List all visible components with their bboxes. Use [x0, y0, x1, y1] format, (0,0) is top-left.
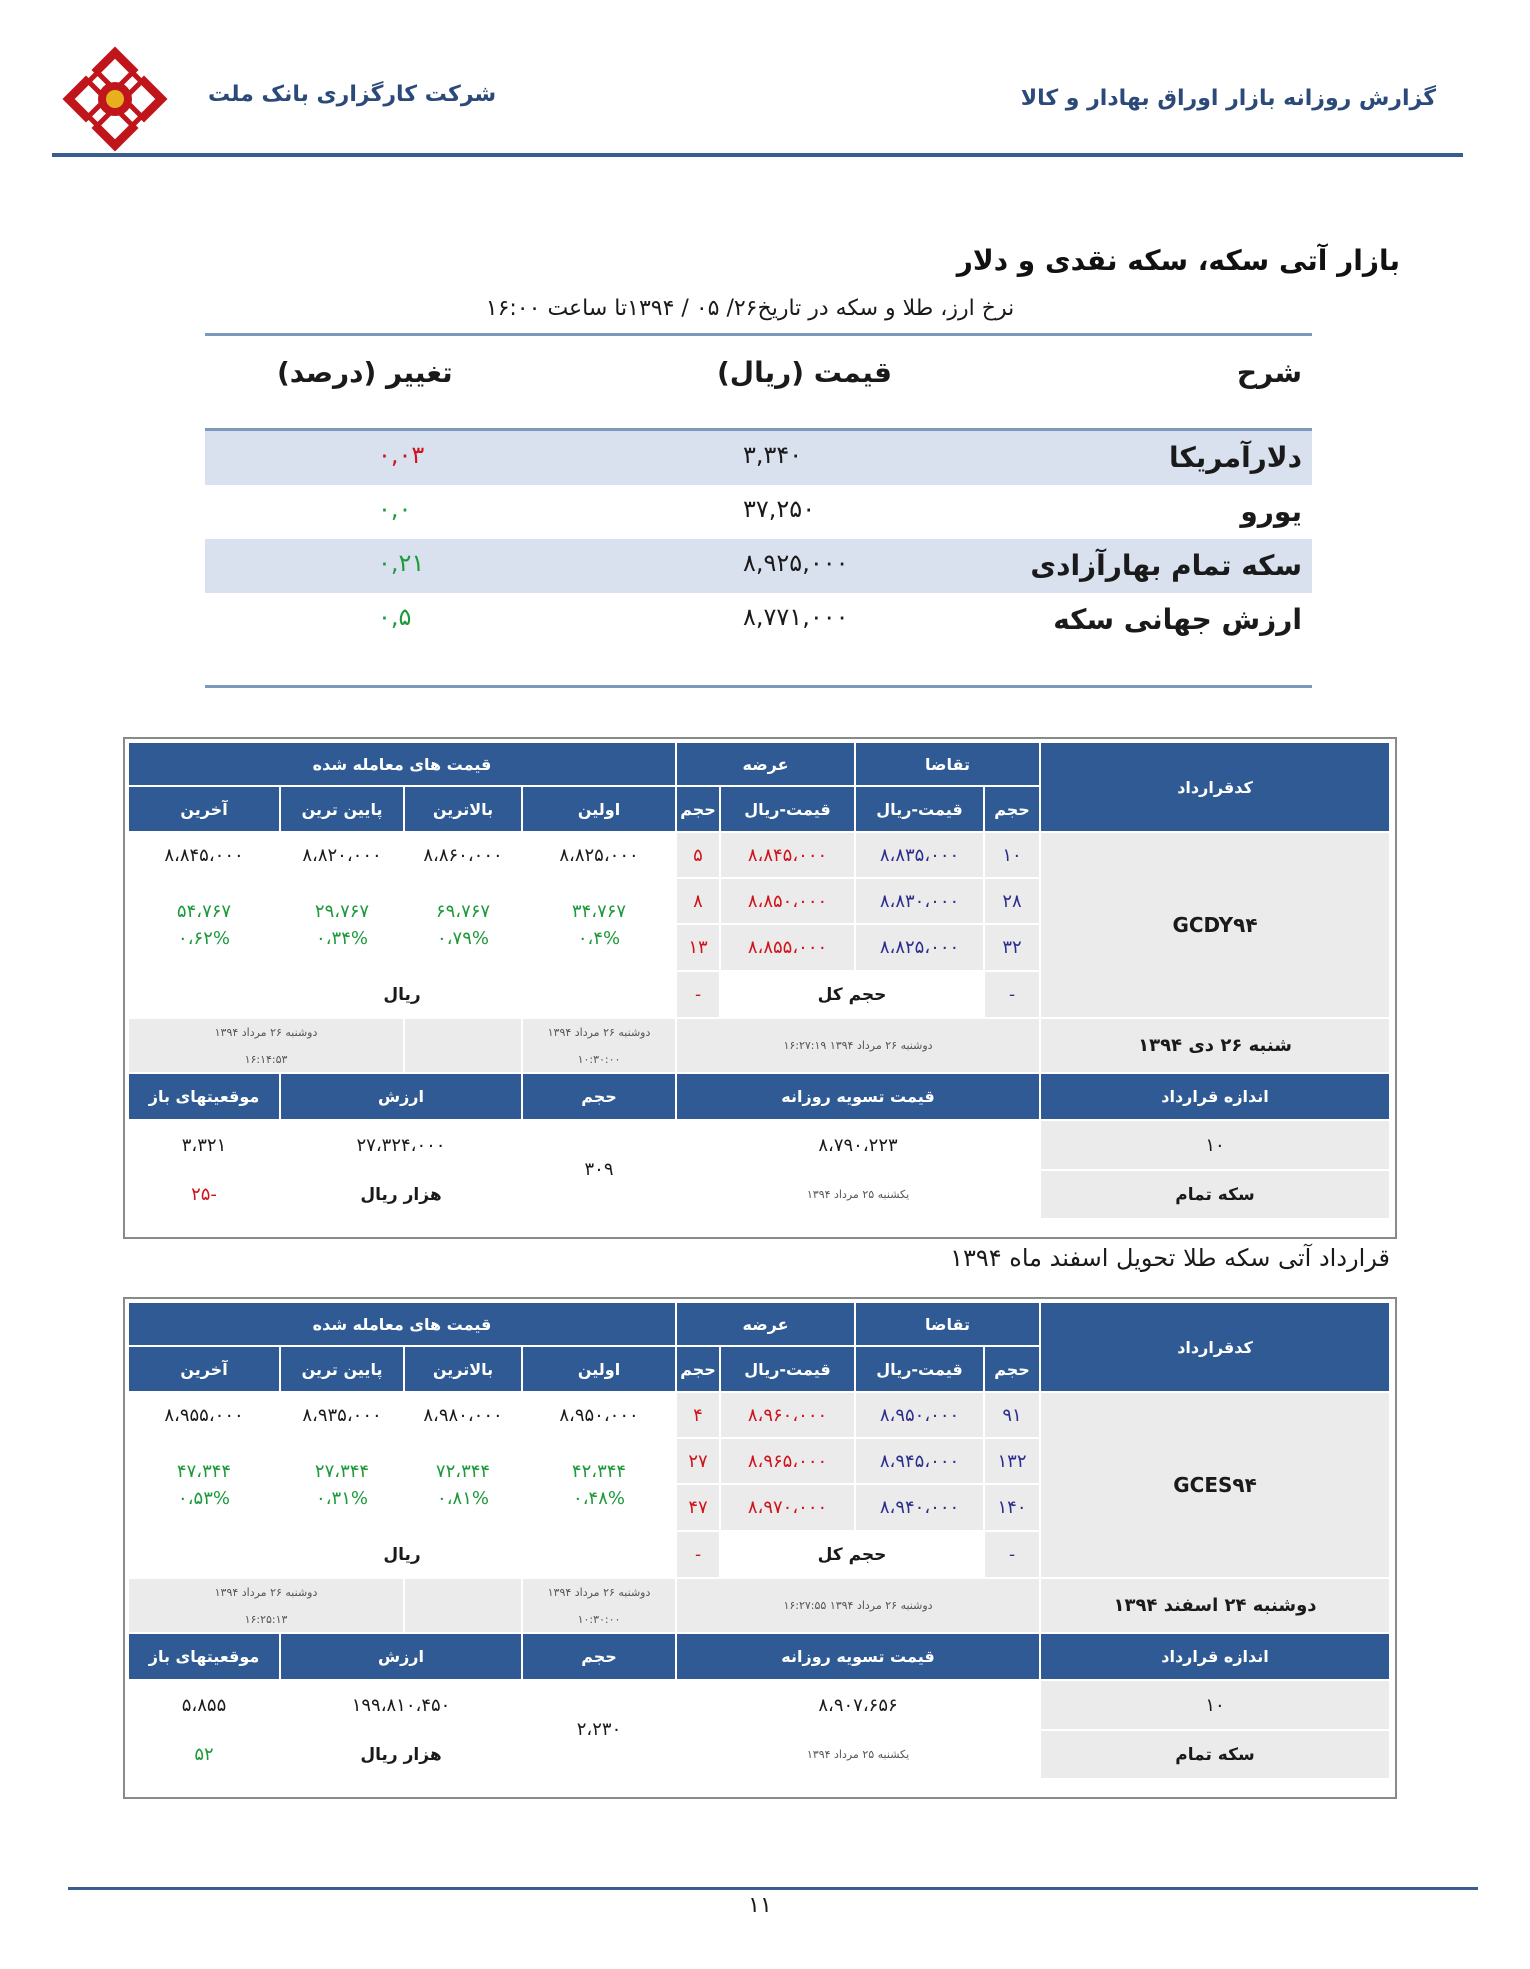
total-supply-dash: - — [677, 1532, 719, 1577]
header-daily-settlement: قیمت تسویه روزانه — [677, 1074, 1039, 1119]
value-unit: هزار ریال — [281, 1171, 521, 1218]
currency-label: ریال — [129, 1532, 675, 1577]
header-contract-code: کدقرارداد — [1041, 743, 1389, 831]
price-lowest: ۸،۹۳۵،۰۰۰ — [281, 1393, 403, 1437]
change-highest — [405, 1439, 521, 1530]
header-supply-volume: حجم — [677, 1347, 719, 1391]
header-contract-size: اندازه قرارداد — [1041, 1634, 1389, 1679]
rate-row — [205, 539, 1312, 593]
first-timestamp — [523, 1579, 675, 1632]
contract-size: ۱۰ — [1041, 1681, 1389, 1729]
change-first-percent: ۰،۴۸% — [573, 1487, 625, 1509]
header-demand-price: قیمت-ریال — [856, 1347, 983, 1391]
price-highest: ۸،۸۶۰،۰۰۰ — [405, 833, 521, 877]
change-highest — [405, 879, 521, 970]
rates-table — [205, 333, 1312, 688]
change-first-value: ۴۲،۳۴۴ — [571, 1460, 627, 1482]
currency-label: ریال — [129, 972, 675, 1017]
supply-volume: ۵ — [677, 833, 719, 877]
price-first: ۸،۹۵۰،۰۰۰ — [523, 1393, 675, 1437]
open-positions: ۵،۸۵۵ — [129, 1681, 279, 1729]
open-positions-change: -۲۵ — [129, 1171, 279, 1218]
header-supply-price: قیمت-ریال — [721, 1347, 854, 1391]
change-highest-value: ۷۲،۳۴۴ — [435, 1460, 491, 1482]
orders-timestamp: دوشنبه ۲۶ مرداد ۱۳۹۴ ۱۶:۲۷:۵۵ — [677, 1579, 1039, 1632]
empty-cell — [405, 1019, 521, 1072]
section-title: بازار آتی سکه، سکه نقدی و دلار — [956, 244, 1400, 277]
price-lowest: ۸،۸۲۰،۰۰۰ — [281, 833, 403, 877]
total-volume: ۳۰۹ — [523, 1121, 675, 1218]
first-timestamp-percent: ۱۰:۳۰:۰۰ — [577, 1612, 621, 1626]
supply-volume: ۴ — [677, 1393, 719, 1437]
header-supply-price: قیمت-ریال — [721, 787, 854, 831]
contract-date: شنبه ۲۶ دی ۱۳۹۴ — [1041, 1019, 1389, 1072]
change-last-value: ۴۷،۳۴۴ — [176, 1460, 232, 1482]
header-open-positions: موقعیتهای باز — [129, 1074, 279, 1119]
change-first — [523, 1439, 675, 1530]
supply-volume: ۸ — [677, 879, 719, 923]
price-last: ۸،۹۵۵،۰۰۰ — [129, 1393, 279, 1437]
demand-price: ۸،۹۴۰،۰۰۰ — [856, 1485, 983, 1530]
header-demand: تقاضا — [856, 743, 1039, 785]
trade-value: ۲۷،۳۲۴،۰۰۰ — [281, 1121, 521, 1169]
change-last-percent: ۰،۵۳% — [178, 1487, 230, 1509]
supply-price: ۸،۸۵۵،۰۰۰ — [721, 925, 854, 970]
contract-unit: سکه تمام — [1041, 1731, 1389, 1778]
total-supply-dash: - — [677, 972, 719, 1017]
report-title: گزارش روزانه بازار اوراق بهادار و کالا — [1020, 86, 1436, 111]
header-desc: شرح — [1236, 356, 1302, 389]
header-change: تغییر (درصد) — [277, 356, 453, 389]
supply-volume: ۴۷ — [677, 1485, 719, 1530]
rate-row — [205, 485, 1312, 539]
price-highest: ۸،۹۸۰،۰۰۰ — [405, 1393, 521, 1437]
contract-box — [123, 1297, 1397, 1799]
last-timestamp — [129, 1579, 403, 1632]
rate-change: ۰,۲۱ — [378, 549, 425, 577]
open-positions: ۳،۳۲۱ — [129, 1121, 279, 1169]
settlement-date: یکشنبه ۲۵ مرداد ۱۳۹۴ — [677, 1731, 1039, 1778]
settlement-date: یکشنبه ۲۵ مرداد ۱۳۹۴ — [677, 1171, 1039, 1218]
change-lowest — [281, 1439, 403, 1530]
demand-price: ۸،۸۳۵،۰۰۰ — [856, 833, 983, 877]
demand-volume: ۱۴۰ — [985, 1485, 1039, 1530]
rate-change: ۰,۰۳ — [378, 441, 425, 469]
change-first-value: ۳۴،۷۶۷ — [571, 900, 627, 922]
demand-price: ۸،۸۳۰،۰۰۰ — [856, 879, 983, 923]
header-first: اولین — [523, 787, 675, 831]
value-unit: هزار ریال — [281, 1731, 521, 1778]
contract-box — [123, 737, 1397, 1239]
header-highest: بالاترین — [405, 1347, 521, 1391]
header-daily-settlement: قیمت تسویه روزانه — [677, 1634, 1039, 1679]
rate-price: ۳۷,۲۵۰ — [743, 495, 816, 523]
header-lowest: پایین ترین — [281, 787, 403, 831]
header-contract-size: اندازه قرارداد — [1041, 1074, 1389, 1119]
change-lowest-value: ۲۹،۷۶۷ — [314, 900, 370, 922]
header-volume: حجم — [523, 1074, 675, 1119]
change-first-percent: ۰،۴% — [577, 927, 621, 949]
total-volume-label: حجم کل — [721, 972, 983, 1017]
header-first: اولین — [523, 1347, 675, 1391]
total-volume-label: حجم کل — [721, 1532, 983, 1577]
empty-cell — [405, 1579, 521, 1632]
total-demand-dash: - — [985, 1532, 1039, 1577]
header-supply: عرضه — [677, 743, 854, 785]
contract-caption: قرارداد آتی سکه طلا تحویل اسفند ماه ۱۳۹۴ — [950, 1244, 1390, 1272]
settlement-price: ۸،۹۰۷،۶۵۶ — [677, 1681, 1039, 1729]
supply-price: ۸،۹۷۰،۰۰۰ — [721, 1485, 854, 1530]
header-traded-prices: قیمت های معامله شده — [129, 743, 675, 785]
demand-price: ۸،۹۵۰،۰۰۰ — [856, 1393, 983, 1437]
header-value: ارزش — [281, 1074, 521, 1119]
header-demand: تقاضا — [856, 1303, 1039, 1345]
demand-volume: ۲۸ — [985, 879, 1039, 923]
total-demand-dash: - — [985, 972, 1039, 1017]
header-lowest: پایین ترین — [281, 1347, 403, 1391]
rate-row — [205, 593, 1312, 647]
rate-price: ۳,۳۴۰ — [743, 441, 803, 469]
company-name: شرکت کارگزاری بانک ملت — [208, 82, 497, 107]
supply-price: ۸،۹۶۵،۰۰۰ — [721, 1439, 854, 1483]
change-lowest-percent: ۰،۳۱% — [316, 1487, 368, 1509]
header-value: ارزش — [281, 1634, 521, 1679]
header-demand-volume: حجم — [985, 1347, 1039, 1391]
first-timestamp-value: دوشنبه ۲۶ مرداد ۱۳۹۴ — [547, 1585, 651, 1599]
last-timestamp-percent: ۱۶:۱۴:۵۳ — [244, 1052, 288, 1066]
last-timestamp — [129, 1019, 403, 1072]
supply-volume: ۱۳ — [677, 925, 719, 970]
header-volume: حجم — [523, 1634, 675, 1679]
last-timestamp-value: دوشنبه ۲۶ مرداد ۱۳۹۴ — [214, 1025, 318, 1039]
demand-volume: ۱۳۲ — [985, 1439, 1039, 1483]
header-supply: عرضه — [677, 1303, 854, 1345]
header-last: آخرین — [129, 1347, 279, 1391]
header-demand-volume: حجم — [985, 787, 1039, 831]
change-highest-percent: ۰،۷۹% — [437, 927, 489, 949]
rates-header — [205, 336, 1312, 431]
demand-volume: ۹۱ — [985, 1393, 1039, 1437]
change-first — [523, 879, 675, 970]
header-supply-volume: حجم — [677, 787, 719, 831]
last-timestamp-percent: ۱۶:۲۵:۱۳ — [244, 1612, 288, 1626]
rate-change: ۰,۰ — [378, 495, 412, 523]
open-positions-change: ۵۲ — [129, 1731, 279, 1778]
rate-row — [205, 431, 1312, 485]
rate-desc: سکه تمام بهارآزادی — [1030, 549, 1302, 582]
section-subtitle: نرخ ارز، طلا و سکه در تاریخ۲۶/ ۰۵ / ۱۳۹۴تا ساعت ۱۶:۰۰ — [485, 296, 1015, 321]
supply-price: ۸،۸۵۰،۰۰۰ — [721, 879, 854, 923]
demand-price: ۸،۹۴۵،۰۰۰ — [856, 1439, 983, 1483]
demand-price: ۸،۸۲۵،۰۰۰ — [856, 925, 983, 970]
trade-value: ۱۹۹،۸۱۰،۴۵۰ — [281, 1681, 521, 1729]
header-demand-price: قیمت-ریال — [856, 787, 983, 831]
change-last — [129, 1439, 279, 1530]
last-timestamp-value: دوشنبه ۲۶ مرداد ۱۳۹۴ — [214, 1585, 318, 1599]
header-divider — [52, 153, 1463, 157]
change-last-percent: ۰،۶۲% — [178, 927, 230, 949]
change-lowest — [281, 879, 403, 970]
orders-timestamp: دوشنبه ۲۶ مرداد ۱۳۹۴ ۱۶:۲۷:۱۹ — [677, 1019, 1039, 1072]
price-last: ۸،۸۴۵،۰۰۰ — [129, 833, 279, 877]
change-highest-percent: ۰،۸۱% — [437, 1487, 489, 1509]
header-traded-prices: قیمت های معامله شده — [129, 1303, 675, 1345]
company-logo — [62, 46, 168, 152]
first-timestamp-value: دوشنبه ۲۶ مرداد ۱۳۹۴ — [547, 1025, 651, 1039]
header-open-positions: موقعیتهای باز — [129, 1634, 279, 1679]
demand-volume: ۳۲ — [985, 925, 1039, 970]
rate-price: ۸,۷۷۱,۰۰۰ — [743, 603, 849, 631]
change-highest-value: ۶۹،۷۶۷ — [435, 900, 491, 922]
settlement-price: ۸،۷۹۰،۲۲۳ — [677, 1121, 1039, 1169]
header-price: قیمت (ریال) — [717, 356, 892, 389]
contract-code: GCDY۹۴ — [1041, 833, 1389, 1017]
contract-code: GCES۹۴ — [1041, 1393, 1389, 1577]
header-highest: بالاترین — [405, 787, 521, 831]
rate-desc: ارزش جهانی سکه — [1053, 603, 1302, 636]
change-last — [129, 879, 279, 970]
contract-date: دوشنبه ۲۴ اسفند ۱۳۹۴ — [1041, 1579, 1389, 1632]
rate-change: ۰,۵ — [378, 603, 412, 631]
rate-price: ۸,۹۲۵,۰۰۰ — [743, 549, 849, 577]
rate-desc: یورو — [1240, 495, 1302, 528]
supply-price: ۸،۹۶۰،۰۰۰ — [721, 1393, 854, 1437]
supply-volume: ۲۷ — [677, 1439, 719, 1483]
supply-price: ۸،۸۴۵،۰۰۰ — [721, 833, 854, 877]
footer-divider — [68, 1887, 1478, 1890]
change-last-value: ۵۴،۷۶۷ — [176, 900, 232, 922]
change-lowest-percent: ۰،۳۴% — [316, 927, 368, 949]
rate-desc: دلارآمریکا — [1169, 441, 1302, 474]
first-timestamp-percent: ۱۰:۳۰:۰۰ — [577, 1052, 621, 1066]
price-first: ۸،۸۲۵،۰۰۰ — [523, 833, 675, 877]
contract-unit: سکه تمام — [1041, 1171, 1389, 1218]
change-lowest-value: ۲۷،۳۴۴ — [314, 1460, 370, 1482]
header-last: آخرین — [129, 787, 279, 831]
page-number: ۱۱ — [748, 1893, 772, 1918]
first-timestamp — [523, 1019, 675, 1072]
total-volume: ۲،۲۳۰ — [523, 1681, 675, 1778]
contract-size: ۱۰ — [1041, 1121, 1389, 1169]
header-contract-code: کدقرارداد — [1041, 1303, 1389, 1391]
demand-volume: ۱۰ — [985, 833, 1039, 877]
